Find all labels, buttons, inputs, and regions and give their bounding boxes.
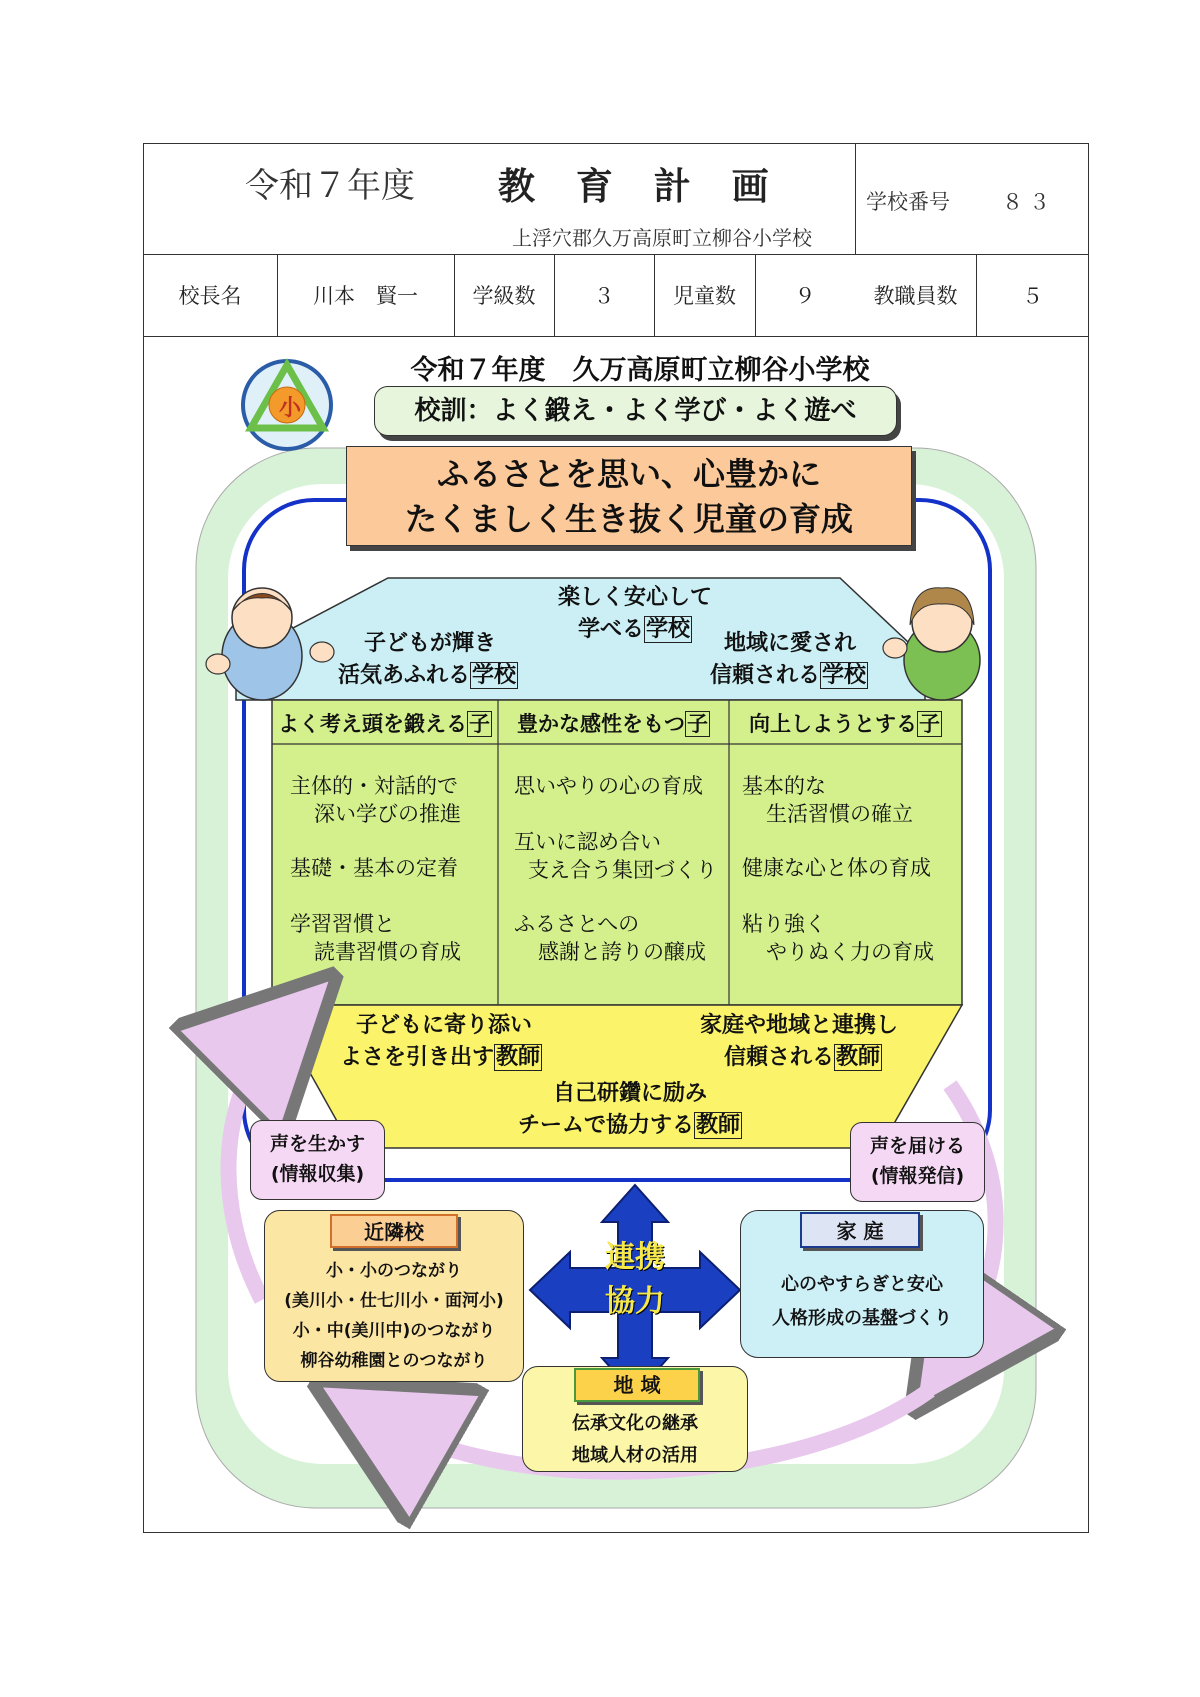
family-lines: 心のやすらぎと安心 人格形成の基盤づくり: [772, 1274, 952, 1329]
logo-character: 小: [278, 395, 301, 421]
column-1-item-2: 基礎・基本の定着: [290, 856, 458, 880]
principal-name: 川本 賢一: [313, 284, 418, 308]
column-3-item-2: 健康な心と体の育成: [742, 856, 931, 880]
voice-send-box: 声を届ける (情報発信): [850, 1122, 985, 1202]
teacher-aim-right: 家庭や地域と連携し 信頼される教師: [700, 1013, 899, 1070]
goal-line-2: たくましく生き抜く児童の育成: [404, 500, 853, 538]
column-1-item-3: 学習習慣と 読書習慣の育成: [290, 912, 461, 964]
teacher-word: 教師: [496, 1045, 541, 1070]
cooperation-label: 連携 協力: [605, 1240, 665, 1319]
column-3-item-1: 基本的な 生活習慣の確立: [742, 774, 913, 826]
school-aim-center: 楽しく安心して 学べる学校: [557, 585, 712, 642]
teacher-word: 教師: [696, 1113, 741, 1138]
teacher-aim-center: 自己研鑽に励み チームで協力する教師: [517, 1081, 741, 1138]
neighbor-schools-title: 近隣校: [330, 1214, 458, 1248]
year-label: 令和７年度: [245, 166, 415, 206]
staff-label: 教職員数: [873, 284, 958, 308]
staff-value: ５: [1022, 284, 1043, 308]
region-lines: 伝承文化の継承 地域人材の活用: [572, 1413, 698, 1466]
document-title: 教 育 計 画: [498, 164, 783, 208]
classes-value: ３: [593, 284, 615, 308]
school-word: 学校: [646, 617, 691, 642]
column-2-item-3: ふるさとへの 感謝と誇りの醸成: [514, 912, 706, 964]
school-number-value: ８３: [1002, 190, 1056, 214]
school-motto: 校訓：よく鍛え・よく学び・よく遊べ: [374, 386, 897, 436]
teacher-word: 教師: [836, 1045, 881, 1070]
child-column-head-1: よく考え頭を鍛える子: [278, 712, 490, 736]
neighbor-schools-lines: 小・小のつながり (美川小・仕七川小・面河小) 小・中(美川中)のつながり 柳谷幼稚園とのつながり: [284, 1261, 504, 1371]
family-title: 家 庭: [800, 1212, 920, 1248]
educational-goal: [346, 446, 912, 546]
column-2-item-1: 思いやりの心の育成: [514, 774, 703, 798]
students-label: 児童数: [673, 284, 736, 308]
students-value: ９: [794, 284, 816, 308]
classes-label: 学級数: [472, 284, 536, 308]
school-word: 学校: [822, 663, 867, 688]
principal-label: 校長名: [178, 284, 242, 308]
voice-collect-box: 声を生かす (情報収集): [250, 1120, 385, 1200]
school-full-name: 上浮穴郡久万高原町立柳谷小学校: [512, 226, 812, 250]
school-aim-left: 子どもが輝き 活気あふれる学校: [338, 631, 517, 688]
region-title: 地 域: [574, 1368, 700, 1402]
school-word: 学校: [472, 663, 517, 688]
child-column-head-2: 豊かな感性をもつ子: [517, 712, 708, 736]
column-1-item-1: 主体的・対話的で 深い学びの推進: [290, 774, 461, 826]
school-aim-right: 地域に愛され 信頼される学校: [710, 631, 867, 688]
child-column-head-3: 向上しようとする子: [749, 712, 940, 736]
teacher-aim-left: 子どもに寄り添い よさを引き出す教師: [340, 1013, 541, 1070]
diagram-heading: 令和７年度 久万高原町立柳谷小学校: [410, 355, 870, 386]
goal-line-1: ふるさとを思い、心豊かに: [436, 455, 821, 493]
column-2-item-2: 互いに認め合い 支え合う集団づくり: [514, 830, 717, 882]
school-number-label: 学校番号: [866, 190, 950, 214]
column-3-item-3: 粘り強く やりぬく力の育成: [742, 912, 934, 964]
